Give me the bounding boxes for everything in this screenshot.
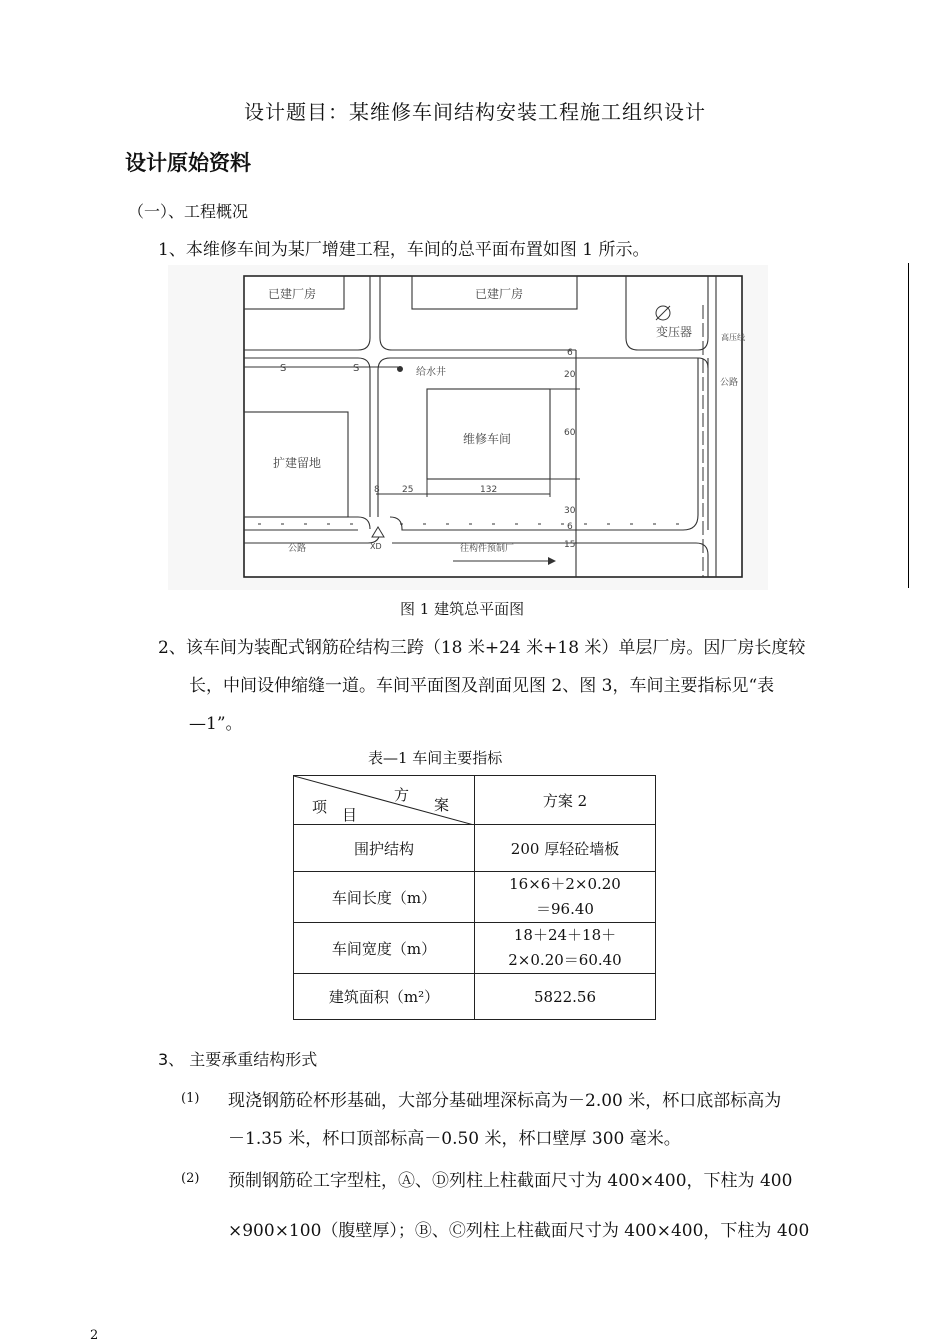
label-precast-plant: 往构件预制厂 bbox=[460, 544, 515, 554]
row-value bbox=[475, 825, 656, 872]
dim-132: 132 bbox=[480, 485, 498, 495]
diag-bottom-1: 项 bbox=[312, 798, 328, 816]
dim-60: 60 bbox=[564, 428, 576, 438]
table-caption: 表—1 车间主要指标 bbox=[368, 749, 503, 767]
paragraph-item-2-line-2: 长，中间设伸缩缝一道。车间平面图及剖面见图 2、图 3，车间主要指标见“表 bbox=[189, 676, 775, 696]
label-transformer: 变压器 bbox=[656, 325, 693, 339]
diagonal-header-cell bbox=[294, 776, 475, 825]
row-value-line: 5822.56 bbox=[533, 987, 597, 1006]
dim-20: 20 bbox=[564, 370, 576, 380]
row-item: 建筑面积（m²） bbox=[294, 974, 475, 1020]
label-s1: S bbox=[280, 363, 287, 374]
dim-25: 25 bbox=[402, 485, 414, 495]
row-value-line: ＝96.40 bbox=[536, 900, 594, 918]
sub-item-1-number: (1) bbox=[181, 1091, 200, 1106]
margin-line bbox=[908, 263, 909, 588]
document-title: 设计题目：某维修车间结构安装工程施工组织设计 bbox=[244, 100, 706, 124]
diag-top-1: 方 bbox=[394, 786, 410, 804]
paragraph-item-3: 3、 主要承重结构形式 bbox=[158, 1050, 318, 1069]
label-water-well: 给水井 bbox=[416, 367, 446, 378]
dim-6b: 6 bbox=[567, 522, 573, 532]
label-workshop: 维修车间 bbox=[463, 432, 512, 446]
label-road-bottom: 公路 bbox=[288, 544, 307, 554]
row-value bbox=[475, 872, 656, 923]
paragraph-item-2-line-3: —1”。 bbox=[189, 714, 243, 734]
row-item: 车间宽度（m） bbox=[294, 923, 475, 974]
row-item: 围护结构 bbox=[294, 825, 475, 872]
page-number: 2 bbox=[90, 1328, 99, 1343]
diag-top-2: 案 bbox=[434, 796, 450, 814]
row-value-line: 16×6＋2×0.20 bbox=[509, 875, 621, 893]
site-plan-figure bbox=[168, 265, 768, 590]
row-item: 车间长度（m） bbox=[294, 872, 475, 923]
dim-6a: 6 bbox=[567, 348, 573, 358]
label-xd: XD bbox=[370, 542, 382, 551]
label-hv-line: 高压线 bbox=[721, 333, 745, 342]
section-heading: 设计原始资料 bbox=[125, 151, 251, 175]
diag-bottom-2: 目 bbox=[342, 806, 358, 824]
sub-item-2-line-2: ×900×100（腹壁厚）；Ⓑ、Ⓒ列柱上柱截面尺寸为 400×400，下柱为 400 bbox=[228, 1221, 810, 1241]
row-value-line: 200 厚轻砼墙板 bbox=[510, 839, 620, 858]
subsection-heading: （一）、工程概况 bbox=[128, 202, 249, 221]
header-col-plan-2-label: 方案 2 bbox=[542, 791, 588, 810]
site-boundary bbox=[244, 276, 742, 577]
sub-item-2-number: (2) bbox=[181, 1171, 200, 1186]
label-reserve-land: 扩建留地 bbox=[273, 456, 322, 470]
row-value-line: 2×0.20＝60.40 bbox=[508, 951, 622, 969]
label-existing-building-middle: 已建厂房 bbox=[475, 287, 524, 301]
paragraph-item-1: 1、本维修车间为某厂增建工程，车间的总平面布置如图 1 所示。 bbox=[158, 240, 650, 260]
dim-8: 8 bbox=[374, 485, 380, 495]
dim-15: 15 bbox=[564, 540, 576, 550]
label-s2: S bbox=[353, 363, 360, 374]
dim-30: 30 bbox=[564, 506, 576, 516]
row-value bbox=[475, 974, 656, 1020]
water-well-marker bbox=[398, 367, 403, 372]
indicators-table bbox=[293, 775, 656, 1020]
sub-item-1-line-2: －1.35 米，杯口顶部标高－0.50 米，杯口壁厚 300 毫米。 bbox=[228, 1129, 681, 1149]
row-value bbox=[475, 923, 656, 974]
header-col-plan-2 bbox=[475, 776, 656, 825]
row-value-line: 18＋24＋18＋ bbox=[513, 926, 617, 944]
sub-item-1-line-1: 现浇钢筋砼杯形基础，大部分基础埋深标高为－2.00 米，杯口底部标高为 bbox=[228, 1091, 782, 1111]
label-existing-building-left: 已建厂房 bbox=[268, 287, 317, 301]
paragraph-item-2-line-1: 2、该车间为装配式钢筋砼结构三跨（18 米+24 米+18 米）单层厂房。因厂房长度较 bbox=[158, 638, 806, 658]
sub-item-2-line-1: 预制钢筋砼工字型柱，Ⓐ、Ⓓ列柱上柱截面尺寸为 400×400，下柱为 400 bbox=[228, 1171, 793, 1191]
label-road-right: 公路 bbox=[720, 378, 739, 388]
figure-caption: 图 1 建筑总平面图 bbox=[400, 600, 525, 618]
